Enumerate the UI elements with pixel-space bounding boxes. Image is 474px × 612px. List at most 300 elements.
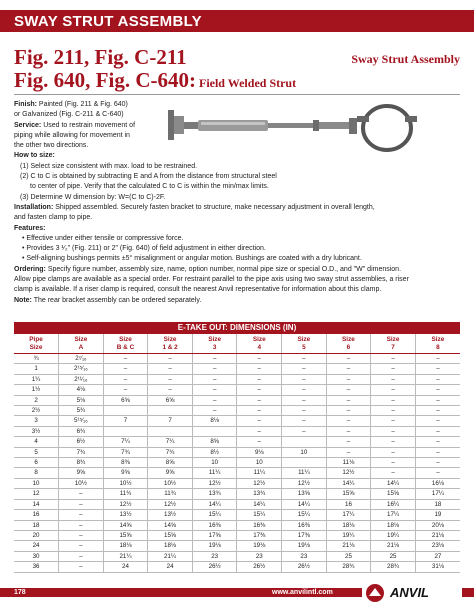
- finish-line-2: or Galvanized (Fig. C-211 & C-640): [14, 111, 124, 119]
- column-header: [103, 334, 148, 354]
- table-cell: 14: [14, 499, 59, 509]
- table-cell: –: [237, 395, 282, 405]
- table-cell: 8⅛: [192, 416, 237, 426]
- table-cell: –: [148, 354, 193, 364]
- table-cell: 18⅛: [103, 541, 148, 551]
- table-cell: 9⅝: [103, 468, 148, 478]
- table-cell: –: [192, 374, 237, 384]
- column-header-line: Pipe: [29, 336, 43, 343]
- table-cell: 7¾: [148, 447, 193, 457]
- table-cell: –: [103, 385, 148, 395]
- table-cell: [148, 426, 193, 436]
- table-cell: 10½: [103, 478, 148, 488]
- table-cell: 8: [14, 468, 59, 478]
- table-cell: –: [415, 354, 460, 364]
- table-cell: –: [371, 468, 416, 478]
- table-cell: 8⅝: [148, 458, 193, 468]
- table-cell: –: [326, 426, 371, 436]
- column-header-line: Size: [163, 336, 177, 343]
- table-cell: ¾: [14, 354, 59, 364]
- table-cell: 4⅛: [59, 385, 104, 395]
- column-header-line: Size: [74, 336, 88, 343]
- table-header-row: [14, 334, 460, 354]
- table-cell: 18⅛: [371, 520, 416, 530]
- table-cell: 11¼: [237, 468, 282, 478]
- column-header-line: 4: [257, 343, 262, 351]
- column-header-line: Size: [208, 336, 222, 343]
- table-cell: –: [59, 520, 104, 530]
- table-cell: –: [415, 426, 460, 436]
- table-row: [14, 468, 460, 478]
- column-header-line: 1 & 2: [162, 343, 178, 351]
- heading-divider: [14, 94, 460, 95]
- dimensions-grid: [14, 334, 460, 573]
- table-row: [14, 385, 460, 395]
- table-row: [14, 437, 460, 447]
- table-cell: 14⅝: [148, 520, 193, 530]
- service-line-2: piping while allowing for movement in: [14, 131, 130, 139]
- table-cell: 21¼: [103, 551, 148, 561]
- table-cell: 6: [14, 458, 59, 468]
- table-cell: [148, 406, 193, 416]
- ordering-line-1: Ordering: Specify figure number, assembly size, name, option number, normal pipe size or special O.D., and "W" dimension.: [14, 265, 402, 273]
- product-subtitle: Sway Strut Assembly: [351, 52, 460, 66]
- note-label: Note:: [14, 296, 32, 304]
- table-cell: 6⅝: [103, 395, 148, 405]
- anvil-logo-icon: [362, 583, 388, 603]
- installation-line-1: Installation: Shipped assembled. Securely fasten bracket to structure, make necessary adjustment in overall length,: [14, 203, 375, 211]
- table-cell: 12½: [326, 468, 371, 478]
- table-cell: –: [326, 364, 371, 374]
- column-header-line: Size: [386, 336, 400, 343]
- header: [0, 0, 474, 40]
- table-cell: –: [148, 374, 193, 384]
- table-cell: 17⅜: [282, 530, 327, 540]
- column-header: [371, 334, 416, 354]
- table-cell: –: [237, 426, 282, 436]
- table-cell: 10½: [148, 478, 193, 488]
- table-cell: –: [192, 385, 237, 395]
- table-cell: 15¼: [282, 510, 327, 520]
- table-cell: –: [326, 437, 371, 447]
- table-cell: [282, 437, 327, 447]
- table-row: [14, 562, 460, 572]
- table-cell: –: [415, 364, 460, 374]
- table-cell: 15⅝: [103, 530, 148, 540]
- table-cell: 18: [14, 520, 59, 530]
- table-cell: 17⅜: [237, 530, 282, 540]
- finish-label: Finish:: [14, 101, 37, 108]
- how-step-3: (3) Determine W dimension by: W=(C to C)-2F.: [20, 193, 166, 201]
- table-cell: –: [371, 395, 416, 405]
- table-cell: 2¹¹⁄₁₆: [59, 374, 104, 384]
- table-title: E-TAKE OUT: DIMENSIONS (IN): [14, 322, 460, 334]
- figure-title-line1: Fig. 211, Fig. C-211: [14, 45, 187, 69]
- table-cell: –: [415, 395, 460, 405]
- table-cell: 19⅛: [282, 541, 327, 551]
- table-row: [14, 406, 460, 416]
- table-cell: –: [282, 374, 327, 384]
- table-cell: –: [237, 364, 282, 374]
- installation-label: Installation:: [14, 203, 54, 211]
- table-cell: –: [371, 447, 416, 457]
- table-row: [14, 499, 460, 509]
- how-to-size-label: How to size:: [14, 152, 55, 160]
- table-cell: 18⅛: [148, 541, 193, 551]
- table-cell: 20⅛: [415, 520, 460, 530]
- table-cell: –: [103, 364, 148, 374]
- table-cell: 19: [415, 510, 460, 520]
- table-cell: 12½: [282, 478, 327, 488]
- table-cell: 19¼: [326, 530, 371, 540]
- table-row: [14, 530, 460, 540]
- table-cell: 16⅛: [415, 478, 460, 488]
- table-cell: 4: [14, 437, 59, 447]
- table-cell: 18: [415, 499, 460, 509]
- table-row: [14, 364, 460, 374]
- table-cell: –: [415, 447, 460, 457]
- table-cell: 2¹⁵⁄₁₆: [59, 364, 104, 374]
- table-cell: 9⅝: [148, 468, 193, 478]
- table-cell: 14¼: [237, 499, 282, 509]
- table-cell: 5: [14, 447, 59, 457]
- table-cell: 23: [282, 551, 327, 561]
- table-cell: 16⅜: [237, 520, 282, 530]
- table-row: [14, 458, 460, 468]
- table-cell: 17¼: [415, 489, 460, 499]
- table-cell: 13⅝: [282, 489, 327, 499]
- table-row: [14, 416, 460, 426]
- table-cell: 7¾: [59, 447, 104, 457]
- table-cell: –: [282, 385, 327, 395]
- note-line: Note: The rear bracket assembly can be ordered separately.: [14, 296, 202, 304]
- table-cell: –: [326, 447, 371, 457]
- table-cell: 5¾: [59, 406, 104, 416]
- table-cell: 20: [14, 530, 59, 540]
- table-body: [14, 354, 460, 573]
- table-cell: –: [415, 458, 460, 468]
- table-cell: 12½: [237, 478, 282, 488]
- table-cell: 7: [103, 416, 148, 426]
- table-cell: –: [59, 551, 104, 561]
- table-cell: 14¼: [371, 478, 416, 488]
- table-cell: [192, 426, 237, 436]
- figure-title-line2-sub: Field Welded Strut: [195, 76, 297, 90]
- table-cell: 19⅛: [237, 541, 282, 551]
- column-header: [148, 334, 193, 354]
- table-cell: 17¼: [371, 510, 416, 520]
- table-row: [14, 510, 460, 520]
- table-cell: 12½: [192, 478, 237, 488]
- description-block: [14, 100, 460, 306]
- table-cell: 8⅝: [192, 437, 237, 447]
- service-line-3: the other two directions.: [14, 142, 89, 150]
- table-cell: –: [371, 437, 416, 447]
- table-cell: 6½: [59, 437, 104, 447]
- column-header-line: 8: [436, 343, 440, 351]
- table-cell: –: [326, 416, 371, 426]
- table-cell: –: [371, 416, 416, 426]
- table-cell: 17⅝: [192, 530, 237, 540]
- table-cell: 27: [415, 551, 460, 561]
- table-cell: 7¼: [148, 437, 193, 447]
- table-cell: [103, 406, 148, 416]
- table-cell: 13¾: [237, 489, 282, 499]
- table-cell: 10: [14, 478, 59, 488]
- table-cell: 25: [371, 551, 416, 561]
- table-row: [14, 520, 460, 530]
- column-header-line: 7: [391, 343, 395, 351]
- table-cell: 10½: [59, 478, 104, 488]
- table-cell: –: [282, 364, 327, 374]
- column-header: [14, 334, 59, 354]
- table-cell: –: [59, 499, 104, 509]
- installation-line-2: and fasten clamp to pipe.: [14, 214, 93, 222]
- table-cell: –: [59, 489, 104, 499]
- column-header-line: Size: [431, 336, 445, 343]
- table-cell: 5¹⁵⁄₁₆: [59, 416, 104, 426]
- column-header: [282, 334, 327, 354]
- feature-1: • Effective under either tensile or compressive force.: [22, 234, 184, 242]
- website-link[interactable]: www.anvilintl.com: [272, 589, 333, 596]
- table-cell: 8¾: [59, 458, 104, 468]
- table-cell: 21⅛: [326, 541, 371, 551]
- table-cell: 24: [14, 541, 59, 551]
- table-row: [14, 426, 460, 436]
- figure-title-line2: [14, 68, 296, 93]
- table-cell: 30: [14, 551, 59, 561]
- finish-line-1: Finish: Painted (Fig. 211 & Fig. 640): [14, 101, 128, 108]
- table-cell: 14⅝: [103, 520, 148, 530]
- table-cell: 10: [282, 447, 327, 457]
- ordering-label: Ordering:: [14, 265, 46, 273]
- table-cell: 14¼: [282, 499, 327, 509]
- table-cell: –: [282, 406, 327, 416]
- table-cell: 15⅝: [148, 530, 193, 540]
- section-title: SWAY STRUT ASSEMBLY: [14, 13, 202, 30]
- anvil-logo-text: ANVIL: [390, 585, 429, 600]
- table-cell: 3: [14, 416, 59, 426]
- table-cell: 2½: [14, 406, 59, 416]
- table-cell: –: [282, 426, 327, 436]
- table-cell: 9⅛: [237, 447, 282, 457]
- table-cell: [282, 458, 327, 468]
- table-cell: 23: [237, 551, 282, 561]
- table-cell: 16: [14, 510, 59, 520]
- table-cell: 16⅜: [282, 520, 327, 530]
- how-step-1: (1) Select size consistent with max. load to be restrained.: [20, 162, 198, 170]
- table-cell: –: [371, 406, 416, 416]
- table-cell: 26½: [237, 562, 282, 572]
- table-cell: 9⅝: [59, 468, 104, 478]
- table-row: [14, 541, 460, 551]
- table-cell: 15¼: [237, 510, 282, 520]
- table-cell: 12½: [103, 499, 148, 509]
- table-cell: 23⅛: [415, 541, 460, 551]
- table-cell: –: [237, 437, 282, 447]
- table-cell: –: [371, 458, 416, 468]
- table-cell: –: [415, 437, 460, 447]
- table-cell: 26½: [282, 562, 327, 572]
- table-cell: –: [326, 406, 371, 416]
- table-cell: 21¼: [148, 551, 193, 561]
- table-cell: 13½: [103, 510, 148, 520]
- table-row: [14, 354, 460, 364]
- table-cell: [103, 426, 148, 436]
- table-cell: –: [237, 416, 282, 426]
- table-cell: 14¼: [326, 478, 371, 488]
- table-cell: 1¼: [14, 374, 59, 384]
- table-cell: 16¼: [371, 499, 416, 509]
- feature-2: • Provides 3 ¹⁄₂" (Fig. 211) or 2" (Fig. 640) of field adjustment in either direction.: [22, 245, 266, 253]
- table-row: [14, 489, 460, 499]
- table-cell: 24: [103, 562, 148, 572]
- table-cell: –: [415, 385, 460, 395]
- page-number: 178: [14, 589, 26, 596]
- table-cell: 7: [148, 416, 193, 426]
- table-cell: 19¼: [371, 530, 416, 540]
- table-cell: –: [326, 374, 371, 384]
- column-header: [59, 334, 104, 354]
- table-cell: 6¾: [59, 426, 104, 436]
- table-cell: –: [371, 354, 416, 364]
- table-cell: –: [59, 530, 104, 540]
- figure-title-line2-main: Fig. 640, Fig. C-640:: [14, 68, 196, 92]
- table-cell: –: [237, 374, 282, 384]
- table-cell: –: [192, 395, 237, 405]
- column-header-line: Size: [29, 343, 43, 351]
- column-header-line: 5: [302, 343, 306, 351]
- table-cell: 15¼: [192, 510, 237, 520]
- anvil-logo: [362, 583, 462, 603]
- features-label: Features:: [14, 224, 46, 232]
- column-header-line: 6: [346, 343, 351, 351]
- table-cell: 28¾: [326, 562, 371, 572]
- feature-3: • Self-aligning bushings permits ±5° misalignment or angular motion. Bushings are coated with a dry lubricant.: [22, 255, 362, 263]
- table-cell: 24: [148, 562, 193, 572]
- table-cell: –: [237, 385, 282, 395]
- column-header-line: B & C: [116, 343, 135, 351]
- service-line-1: Service: Used to restrain movement of: [14, 121, 136, 129]
- footer: [0, 583, 474, 603]
- table-cell: 25: [326, 551, 371, 561]
- table-cell: –: [237, 406, 282, 416]
- table-cell: 19⅛: [192, 541, 237, 551]
- table-cell: 14¼: [192, 499, 237, 509]
- table-cell: 3½: [14, 426, 59, 436]
- table-cell: –: [326, 395, 371, 405]
- table-cell: –: [282, 354, 327, 364]
- table-cell: 31⅛: [415, 562, 460, 572]
- table-cell: 1: [14, 364, 59, 374]
- column-header-line: A: [78, 343, 84, 351]
- table-cell: 13½: [148, 510, 193, 520]
- table-cell: –: [103, 354, 148, 364]
- dimensions-table: [14, 322, 460, 573]
- table-cell: 12: [14, 489, 59, 499]
- table-cell: 21⅛: [415, 530, 460, 540]
- table-cell: 23: [192, 551, 237, 561]
- how-step-2: (2) C to C is obtained by subtracting E and A from the distance from structural steel: [20, 173, 277, 181]
- table-cell: 12½: [148, 499, 193, 509]
- table-cell: 10: [192, 458, 237, 468]
- table-row: [14, 478, 460, 488]
- table-cell: –: [103, 374, 148, 384]
- table-cell: 6⅝: [148, 395, 193, 405]
- table-row: [14, 374, 460, 384]
- how-step-2b: to center of pipe. Verify that the calculated C to C is within the min/max limits.: [30, 183, 269, 191]
- table-cell: –: [371, 426, 416, 436]
- table-cell: –: [59, 541, 104, 551]
- table-cell: 2: [14, 395, 59, 405]
- table-cell: –: [415, 374, 460, 384]
- table-cell: 16⅜: [192, 520, 237, 530]
- column-header: [326, 334, 371, 354]
- table-cell: 7¾: [103, 447, 148, 457]
- table-cell: –: [282, 395, 327, 405]
- column-header-line: Size: [252, 336, 266, 343]
- table-cell: –: [148, 385, 193, 395]
- table-cell: –: [371, 364, 416, 374]
- column-header-line: 3: [212, 343, 217, 351]
- table-cell: 28¾: [371, 562, 416, 572]
- table-cell: 8½: [192, 447, 237, 457]
- table-cell: –: [371, 374, 416, 384]
- table-cell: 26½: [192, 562, 237, 572]
- table-cell: 15⅝: [326, 489, 371, 499]
- table-cell: 5⅛: [59, 395, 104, 405]
- table-cell: –: [192, 406, 237, 416]
- column-header: [192, 334, 237, 354]
- table-cell: –: [415, 406, 460, 416]
- table-cell: 16: [326, 499, 371, 509]
- column-header-line: Size: [342, 336, 355, 343]
- service-label: Service:: [14, 121, 42, 129]
- ordering-line-2: Allow pipe clamps are available as a special order. For restraint parallel to the pipe axis using two sway strut assemblies, a riser: [14, 276, 409, 284]
- table-cell: –: [326, 385, 371, 395]
- table-row: [14, 395, 460, 405]
- table-cell: 15⅝: [371, 489, 416, 499]
- table-cell: 10: [237, 458, 282, 468]
- table-row: [14, 447, 460, 457]
- table-cell: 21⅛: [371, 541, 416, 551]
- table-cell: –: [415, 416, 460, 426]
- column-header: [415, 334, 460, 354]
- table-cell: 36: [14, 562, 59, 572]
- table-cell: –: [59, 562, 104, 572]
- table-cell: –: [415, 468, 460, 478]
- column-header-line: Size: [119, 336, 132, 343]
- table-cell: 11¼: [282, 468, 327, 478]
- column-header: [237, 334, 282, 354]
- table-cell: 11¾: [103, 489, 148, 499]
- table-cell: –: [282, 416, 327, 426]
- table-cell: –: [371, 385, 416, 395]
- table-cell: –: [237, 354, 282, 364]
- table-cell: 13¾: [192, 489, 237, 499]
- table-cell: 11¼: [192, 468, 237, 478]
- table-cell: –: [326, 354, 371, 364]
- ordering-line-3: clamp is available. If a riser clamp is required, consult the nearest Anvil representative for information about this clamp.: [14, 286, 382, 294]
- table-cell: 1½: [14, 385, 59, 395]
- table-cell: 11¾: [148, 489, 193, 499]
- table-cell: 17¼: [326, 510, 371, 520]
- table-cell: –: [192, 354, 237, 364]
- table-cell: 7¼: [103, 437, 148, 447]
- table-cell: 18⅛: [326, 520, 371, 530]
- column-header-line: Size: [297, 336, 311, 343]
- table-cell: 8⅜: [103, 458, 148, 468]
